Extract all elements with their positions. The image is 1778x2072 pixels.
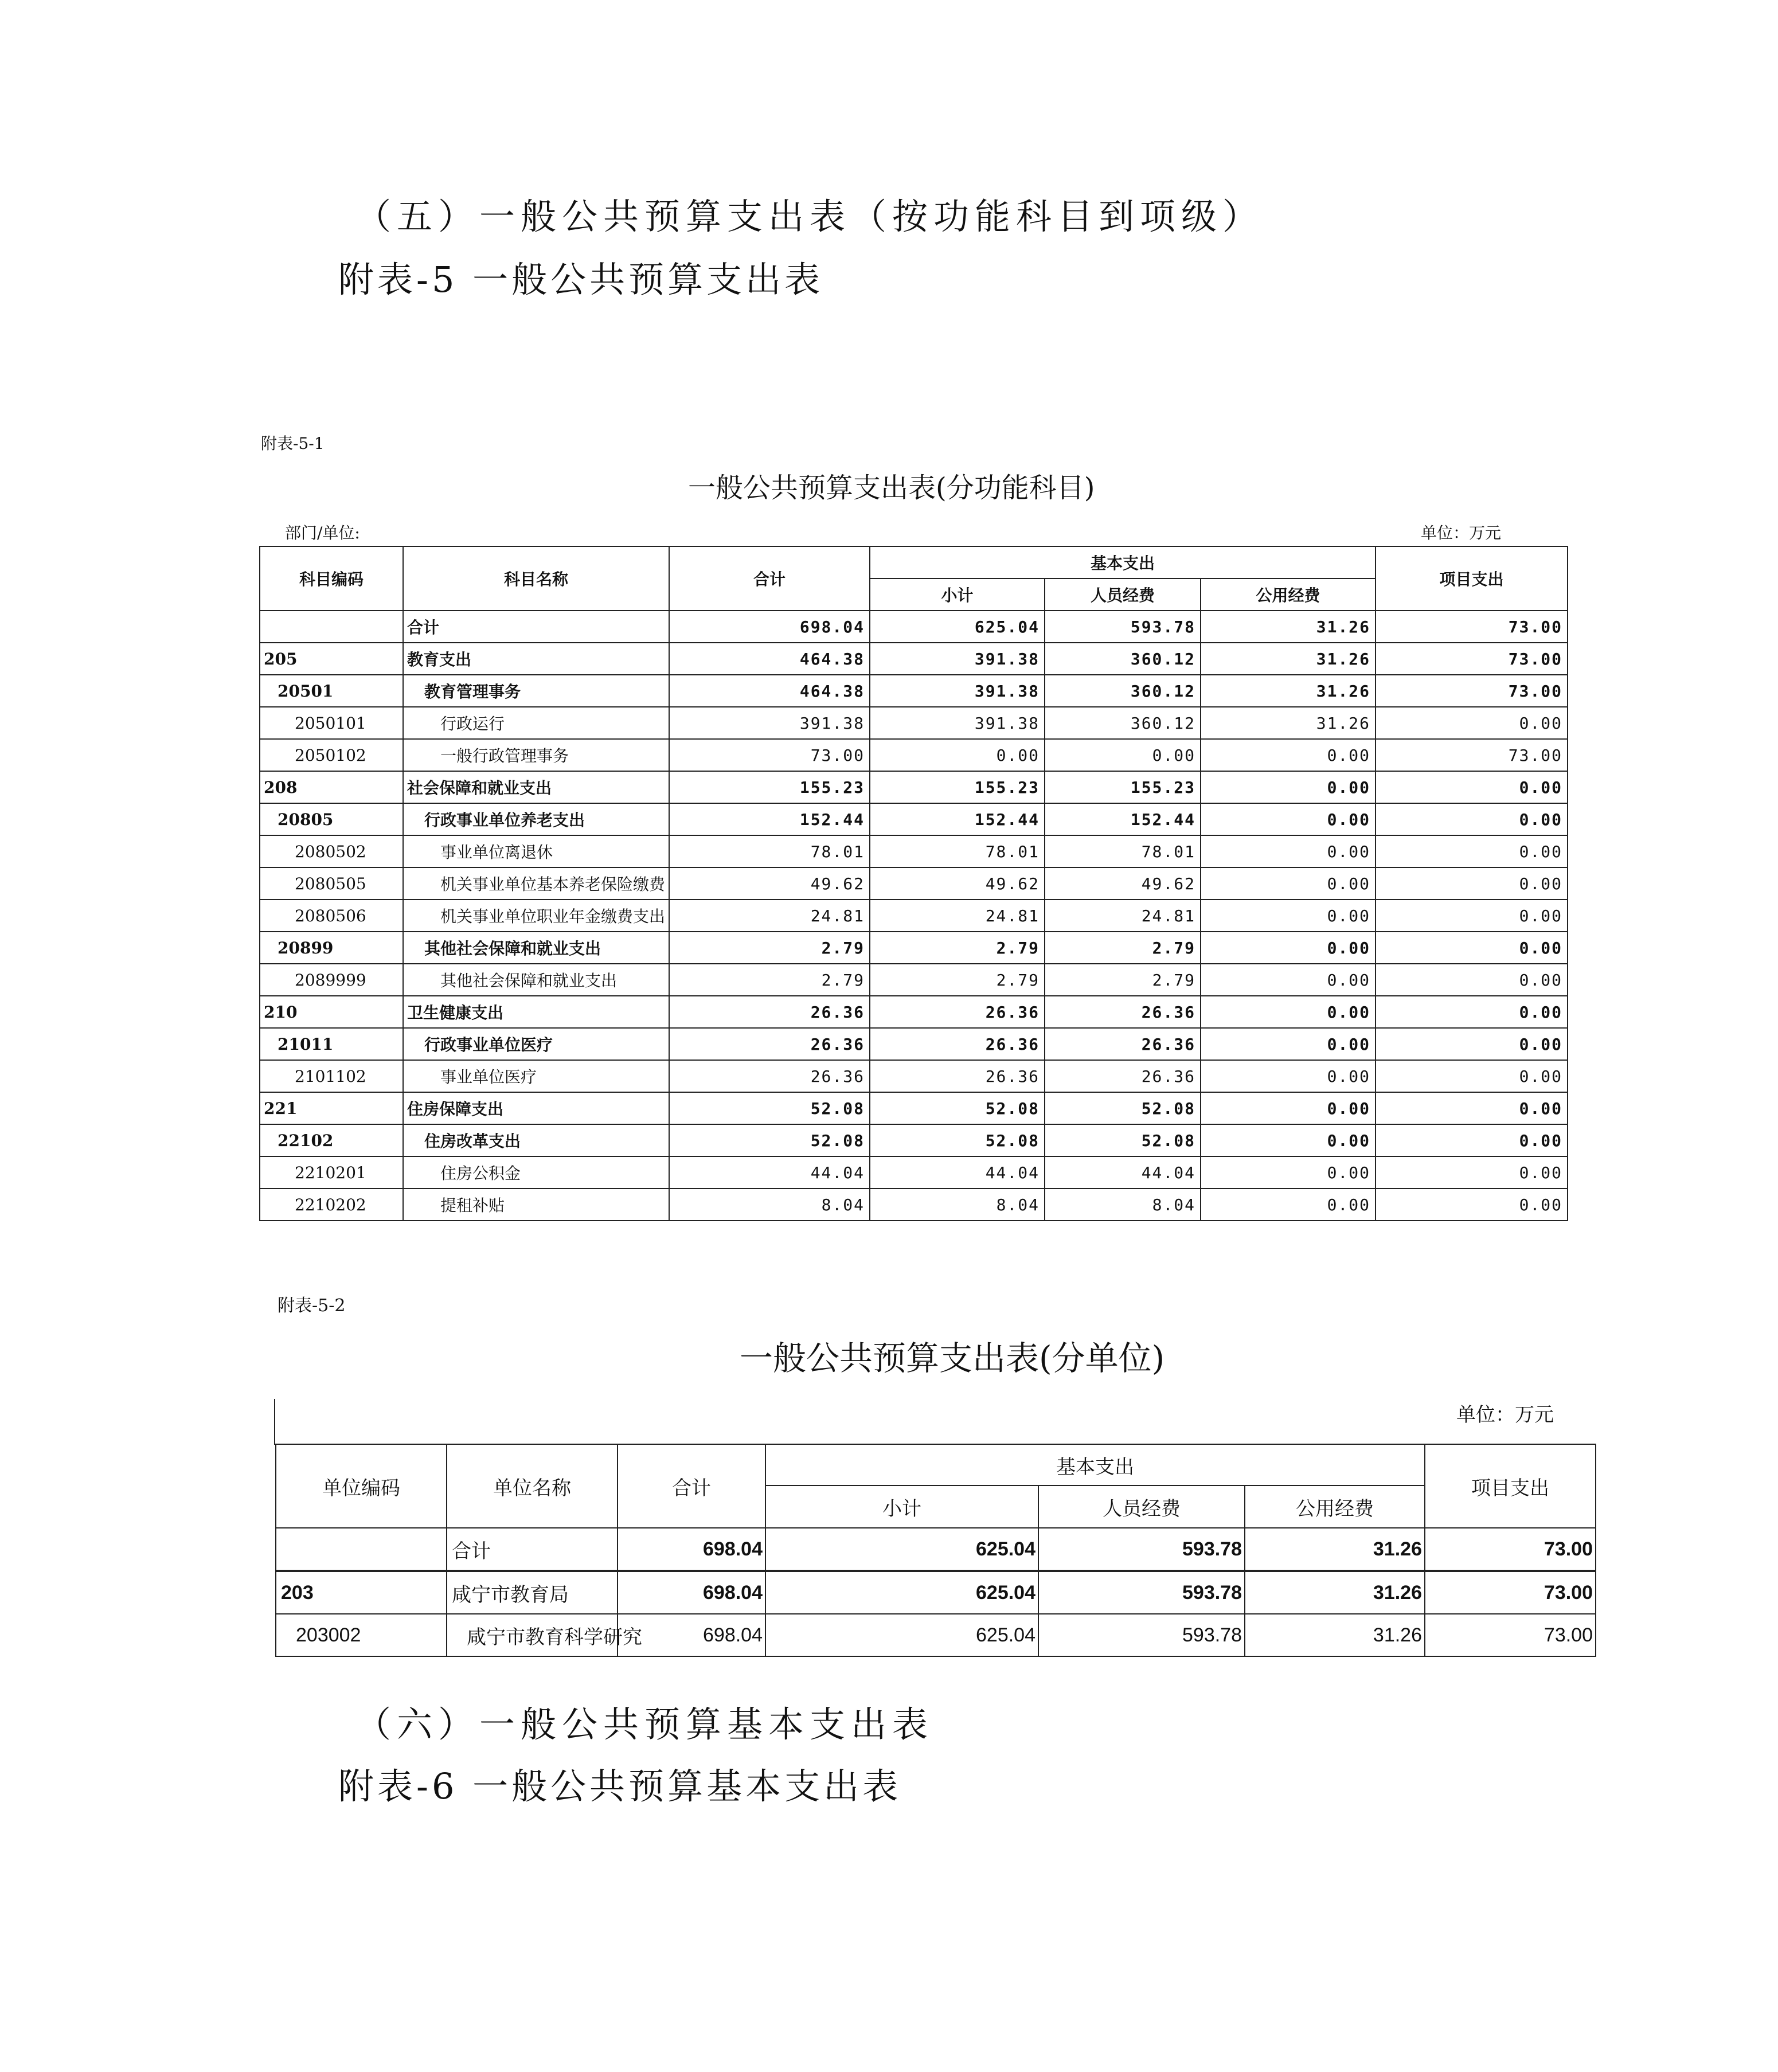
cell-total: 698.04 <box>618 1571 765 1614</box>
cell-sub: 2.79 <box>870 964 1045 996</box>
cell-code: 210 <box>260 996 403 1028</box>
table-row <box>260 803 1568 835</box>
cell-proj: 0.00 <box>1375 900 1568 932</box>
table-row <box>260 707 1568 739</box>
cell-total: 26.36 <box>669 1060 870 1092</box>
cell-name: 提租补贴 <box>403 1189 669 1221</box>
table-row <box>260 867 1568 900</box>
cell-name: 事业单位医疗 <box>403 1060 669 1092</box>
cell-pub: 0.00 <box>1201 964 1375 996</box>
cell-name: 教育管理事务 <box>403 675 669 707</box>
cell-pers: 152.44 <box>1045 803 1201 835</box>
cell-pers: 360.12 <box>1045 643 1201 675</box>
table1-dept-label: 部门/单位: <box>285 523 360 542</box>
t1-header-total: 合计 <box>669 546 870 611</box>
cell-pub: 31.26 <box>1201 707 1375 739</box>
cell-total: 2.79 <box>669 964 870 996</box>
t1-body <box>260 611 1568 1221</box>
cell-sub: 8.04 <box>870 1189 1045 1221</box>
cell-name: 合计 <box>403 611 669 643</box>
cell-code: 20501 <box>260 675 403 707</box>
cell-code: 2080505 <box>260 867 403 900</box>
cell-total: 152.44 <box>669 803 870 835</box>
section-6-subheading: 附表-6 一般公共预算基本支出表 <box>338 1765 902 1807</box>
cell-code: 2050102 <box>260 739 403 771</box>
cell-proj: 0.00 <box>1375 1060 1568 1092</box>
cell-proj: 73.00 <box>1375 675 1568 707</box>
cell-code: 2080506 <box>260 900 403 932</box>
t2-header-code: 单位编码 <box>276 1444 447 1528</box>
t2-header-personnel: 人员经费 <box>1038 1485 1245 1528</box>
cell-code: 20899 <box>260 932 403 964</box>
table-row <box>260 1124 1568 1156</box>
cell-pers: 26.36 <box>1045 1060 1201 1092</box>
cell-pub: 0.00 <box>1201 1092 1375 1124</box>
table-row <box>260 643 1568 675</box>
cell-code: 203 <box>276 1571 447 1614</box>
cell-proj: 0.00 <box>1375 1189 1568 1221</box>
section-6-heading: （六）一般公共预算基本支出表 <box>355 1703 934 1745</box>
table-row <box>260 996 1568 1028</box>
cell-pub: 31.26 <box>1245 1571 1425 1614</box>
cell-pub: 31.26 <box>1201 643 1375 675</box>
table-row <box>260 1156 1568 1189</box>
cell-pers: 360.12 <box>1045 675 1201 707</box>
cell-sub: 78.01 <box>870 835 1045 867</box>
cell-name: 咸宁市教育局 <box>447 1571 618 1614</box>
cell-sub: 52.08 <box>870 1124 1045 1156</box>
cell-sub: 391.38 <box>870 675 1045 707</box>
t1-header-public: 公用经费 <box>1201 578 1375 611</box>
cell-sub: 49.62 <box>870 867 1045 900</box>
cell-total: 49.62 <box>669 867 870 900</box>
table1-tag: 附表-5-1 <box>261 434 325 453</box>
table2-tag: 附表-5-2 <box>278 1296 346 1316</box>
cell-sub: 625.04 <box>765 1528 1038 1571</box>
section-5-subheading: 附表-5 一般公共预算支出表 <box>338 259 824 300</box>
cell-code: 2101102 <box>260 1060 403 1092</box>
cell-pub: 0.00 <box>1201 1189 1375 1221</box>
cell-sub: 155.23 <box>870 771 1045 803</box>
t1-header-basic: 基本支出 <box>870 546 1375 578</box>
t2-header-name: 单位名称 <box>447 1444 618 1528</box>
cell-sub: 52.08 <box>870 1092 1045 1124</box>
cell-pub: 0.00 <box>1201 1060 1375 1092</box>
cell-code <box>260 611 403 643</box>
cell-name: 咸宁市教育科学研究 <box>447 1614 618 1656</box>
cell-pub: 31.26 <box>1201 675 1375 707</box>
cell-proj: 0.00 <box>1375 996 1568 1028</box>
t1-header-code: 科目编码 <box>260 546 403 611</box>
cell-proj: 0.00 <box>1375 707 1568 739</box>
table-row <box>260 611 1568 643</box>
cell-name: 一般行政管理事务 <box>403 739 669 771</box>
cell-pers: 593.78 <box>1045 611 1201 643</box>
cell-pub: 0.00 <box>1201 803 1375 835</box>
t2-header-subtotal: 小计 <box>765 1485 1038 1528</box>
cell-sub: 625.04 <box>765 1614 1038 1656</box>
section-5-heading: （五）一般公共预算支出表（按功能科目到项级） <box>355 196 1264 237</box>
table-row <box>260 964 1568 996</box>
cell-total: 464.38 <box>669 643 870 675</box>
t2-header-total: 合计 <box>618 1444 765 1528</box>
cell-name: 住房保障支出 <box>403 1092 669 1124</box>
cell-code: 221 <box>260 1092 403 1124</box>
cell-sub: 152.44 <box>870 803 1045 835</box>
table2-unit-label: 单位：万元 <box>1456 1404 1554 1426</box>
cell-pub: 0.00 <box>1201 1028 1375 1060</box>
cell-proj: 73.00 <box>1375 739 1568 771</box>
cell-pers: 593.78 <box>1038 1528 1245 1571</box>
cell-total: 52.08 <box>669 1092 870 1124</box>
cell-sub: 26.36 <box>870 1060 1045 1092</box>
cell-pers: 52.08 <box>1045 1124 1201 1156</box>
cell-pers: 155.23 <box>1045 771 1201 803</box>
cell-sub: 391.38 <box>870 643 1045 675</box>
cell-pers: 49.62 <box>1045 867 1201 900</box>
table-row <box>260 739 1568 771</box>
cell-pers: 2.79 <box>1045 964 1201 996</box>
cell-total: 155.23 <box>669 771 870 803</box>
cell-total: 2.79 <box>669 932 870 964</box>
table-row <box>276 1528 1596 1571</box>
table2-title: 一般公共预算支出表(分单位) <box>740 1339 1165 1378</box>
cell-sub: 26.36 <box>870 996 1045 1028</box>
cell-code: 2050101 <box>260 707 403 739</box>
cell-name: 行政事业单位医疗 <box>403 1028 669 1060</box>
cell-pub: 0.00 <box>1201 932 1375 964</box>
table-row <box>260 1028 1568 1060</box>
cell-pers: 26.36 <box>1045 1028 1201 1060</box>
cell-total: 8.04 <box>669 1189 870 1221</box>
cell-proj: 0.00 <box>1375 867 1568 900</box>
t2-header-public: 公用经费 <box>1245 1485 1425 1528</box>
cell-sub: 0.00 <box>870 739 1045 771</box>
cell-name: 住房改革支出 <box>403 1124 669 1156</box>
cell-proj: 73.00 <box>1425 1614 1596 1656</box>
cell-code: 208 <box>260 771 403 803</box>
table-row <box>260 675 1568 707</box>
cell-total: 698.04 <box>618 1528 765 1571</box>
cell-sub: 26.36 <box>870 1028 1045 1060</box>
cell-pers: 593.78 <box>1038 1614 1245 1656</box>
cell-sub: 625.04 <box>870 611 1045 643</box>
t2-header-project: 项目支出 <box>1425 1444 1596 1528</box>
table-row <box>260 1092 1568 1124</box>
cell-code: 22102 <box>260 1124 403 1156</box>
cell-sub: 44.04 <box>870 1156 1045 1189</box>
cell-total: 698.04 <box>669 611 870 643</box>
cell-name: 其他社会保障和就业支出 <box>403 932 669 964</box>
cell-total: 52.08 <box>669 1124 870 1156</box>
cell-pers: 44.04 <box>1045 1156 1201 1189</box>
cell-pers: 26.36 <box>1045 996 1201 1028</box>
cell-pub: 0.00 <box>1201 835 1375 867</box>
cell-name: 住房公积金 <box>403 1156 669 1189</box>
cell-pers: 24.81 <box>1045 900 1201 932</box>
cell-proj: 0.00 <box>1375 1092 1568 1124</box>
cell-pers: 8.04 <box>1045 1189 1201 1221</box>
cell-proj: 73.00 <box>1375 611 1568 643</box>
cell-code: 2089999 <box>260 964 403 996</box>
t1-header-personnel: 人员经费 <box>1045 578 1201 611</box>
cell-pub: 31.26 <box>1245 1528 1425 1571</box>
cell-name: 合计 <box>447 1528 618 1571</box>
cell-name: 机关事业单位基本养老保险缴费 <box>403 867 669 900</box>
cell-name: 卫生健康支出 <box>403 996 669 1028</box>
table2 <box>275 1444 1596 1657</box>
cell-total: 73.00 <box>669 739 870 771</box>
t2-header-basic: 基本支出 <box>765 1444 1425 1485</box>
t2-body <box>276 1528 1596 1656</box>
t1-header-name: 科目名称 <box>403 546 669 611</box>
cell-name: 事业单位离退休 <box>403 835 669 867</box>
table2-left-rule <box>274 1399 275 1445</box>
cell-proj: 0.00 <box>1375 932 1568 964</box>
cell-pub: 0.00 <box>1201 1124 1375 1156</box>
cell-proj: 73.00 <box>1425 1571 1596 1614</box>
table-row <box>260 932 1568 964</box>
cell-code: 2210202 <box>260 1189 403 1221</box>
cell-pers: 0.00 <box>1045 739 1201 771</box>
cell-pub: 0.00 <box>1201 771 1375 803</box>
cell-code <box>276 1528 447 1571</box>
cell-proj: 0.00 <box>1375 771 1568 803</box>
cell-code: 203002 <box>276 1614 447 1656</box>
cell-pers: 78.01 <box>1045 835 1201 867</box>
cell-total: 78.01 <box>669 835 870 867</box>
table-row <box>260 1189 1568 1221</box>
cell-code: 205 <box>260 643 403 675</box>
cell-name: 行政运行 <box>403 707 669 739</box>
cell-pub: 0.00 <box>1201 867 1375 900</box>
cell-total: 24.81 <box>669 900 870 932</box>
cell-sub: 24.81 <box>870 900 1045 932</box>
cell-name: 行政事业单位养老支出 <box>403 803 669 835</box>
cell-proj: 0.00 <box>1375 1156 1568 1189</box>
cell-code: 20805 <box>260 803 403 835</box>
table1 <box>259 546 1568 1221</box>
cell-total: 26.36 <box>669 1028 870 1060</box>
cell-pers: 360.12 <box>1045 707 1201 739</box>
cell-pub: 0.00 <box>1201 900 1375 932</box>
cell-code: 21011 <box>260 1028 403 1060</box>
cell-pub: 0.00 <box>1201 1156 1375 1189</box>
cell-proj: 0.00 <box>1375 964 1568 996</box>
cell-pers: 593.78 <box>1038 1571 1245 1614</box>
cell-proj: 0.00 <box>1375 835 1568 867</box>
cell-name: 教育支出 <box>403 643 669 675</box>
cell-pers: 52.08 <box>1045 1092 1201 1124</box>
table-row <box>260 771 1568 803</box>
cell-proj: 0.00 <box>1375 803 1568 835</box>
cell-total: 464.38 <box>669 675 870 707</box>
cell-code: 2210201 <box>260 1156 403 1189</box>
cell-name: 其他社会保障和就业支出 <box>403 964 669 996</box>
cell-name: 机关事业单位职业年金缴费支出 <box>403 900 669 932</box>
cell-total: 44.04 <box>669 1156 870 1189</box>
cell-proj: 73.00 <box>1425 1528 1596 1571</box>
t1-header-subtotal: 小计 <box>870 578 1045 611</box>
cell-pub: 0.00 <box>1201 996 1375 1028</box>
cell-sub: 625.04 <box>765 1571 1038 1614</box>
table-row <box>260 1060 1568 1092</box>
cell-sub: 2.79 <box>870 932 1045 964</box>
cell-pub: 31.26 <box>1245 1614 1425 1656</box>
table-row <box>276 1614 1596 1656</box>
cell-total: 391.38 <box>669 707 870 739</box>
cell-total: 26.36 <box>669 996 870 1028</box>
table1-title: 一般公共预算支出表(分功能科目) <box>688 472 1095 504</box>
cell-proj: 73.00 <box>1375 643 1568 675</box>
cell-pub: 0.00 <box>1201 739 1375 771</box>
t1-header-project: 项目支出 <box>1375 546 1568 611</box>
table-row <box>276 1571 1596 1614</box>
cell-code: 2080502 <box>260 835 403 867</box>
cell-sub: 391.38 <box>870 707 1045 739</box>
cell-pers: 2.79 <box>1045 932 1201 964</box>
table-row <box>260 900 1568 932</box>
cell-name: 社会保障和就业支出 <box>403 771 669 803</box>
cell-pub: 31.26 <box>1201 611 1375 643</box>
cell-total: 698.04 <box>618 1614 765 1656</box>
table-row <box>260 835 1568 867</box>
cell-proj: 0.00 <box>1375 1028 1568 1060</box>
cell-proj: 0.00 <box>1375 1124 1568 1156</box>
table1-unit-label: 单位：万元 <box>1421 523 1502 542</box>
